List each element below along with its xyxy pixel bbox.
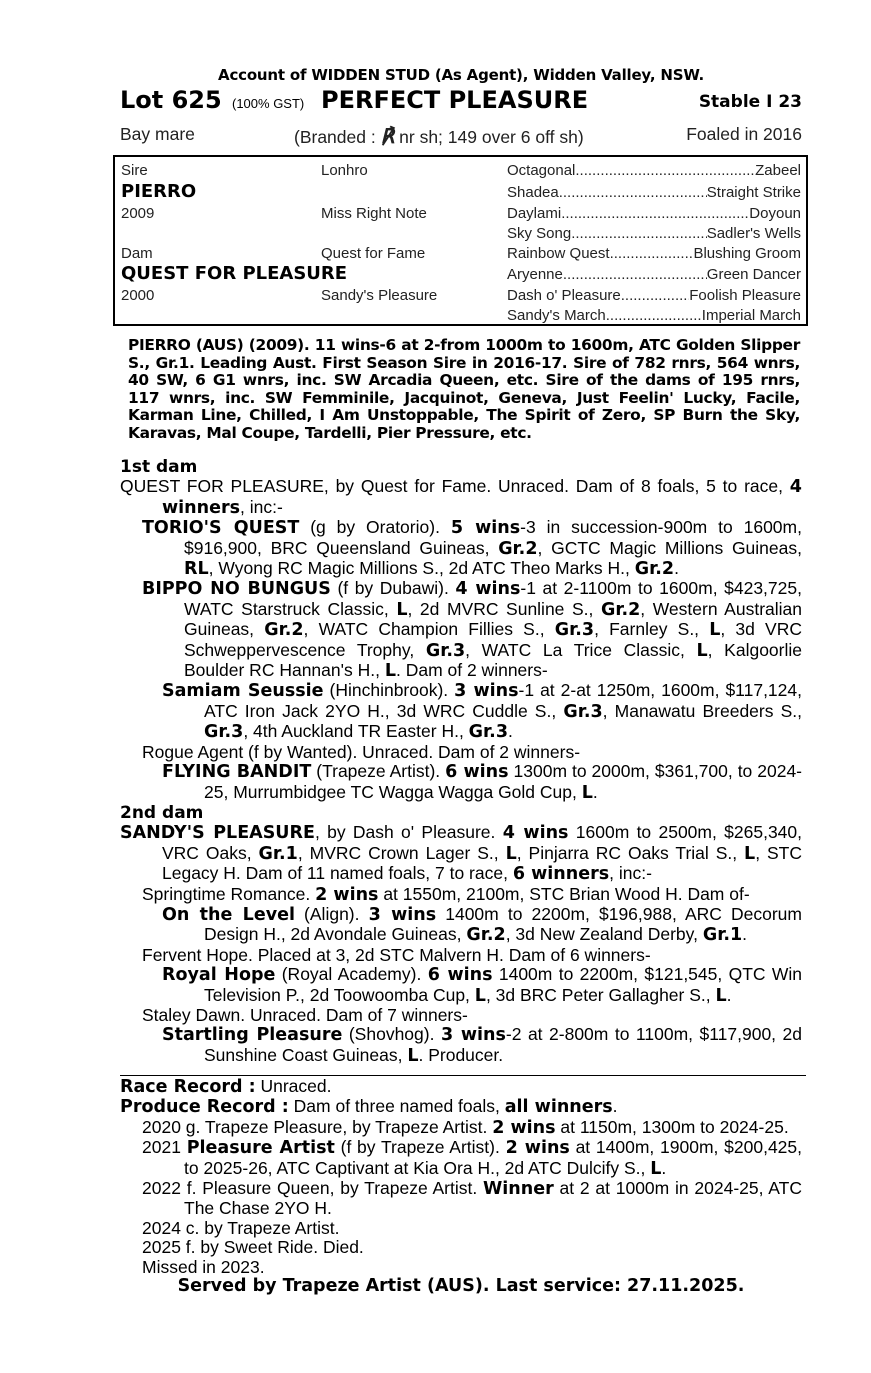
gst-note: (100% GST) [232,96,305,111]
stable-number: Stable I 23 [698,92,802,112]
first-dam-heading: 1st dam [120,457,198,477]
grandparent-row: Shadea ..... Straight Strike [507,184,801,201]
sex-colour: Bay mare [120,124,195,144]
records-section [120,1077,802,1296]
progeny-rogue-agent: Rogue Agent (f by Wanted). Unraced. Dam of 2 winners- [142,741,581,762]
grandparent-row: Daylami ..... Doyoun [507,205,801,222]
missed-year: Missed in 2023. [142,1256,265,1277]
dam-sire: Quest for Fame [321,245,426,262]
horse-details [120,124,802,146]
progeny-torios-quest: TORIO'S QUEST (g by Oratorio). 5 wins-3 in succession-900m to 1600m, $916,900, BRC Queensland Guineas, Gr.2, GCTC Magic Millions Guineas, RL, Wyong RC Magic Millions S., 2d ATC Theo Marks H., Gr.2. [142,517,802,580]
grandparent-row: Rainbow Quest ..... Blushing Groom [507,245,801,262]
grandparent-row: Dash o' Pleasure ..... Foolish Pleasure [507,287,801,304]
sire-label: Sire [121,162,148,179]
grandparent-row: Octagonal ..... Zabeel [507,162,801,179]
second-dam-section [120,804,802,1066]
progeny-samiam-seussie: Samiam Seussie (Hinchinbrook). 3 wins-1 at 2-at 1250m, 1600m, $117,124, ATC Iron Jack 2YO H., 3d WRC Cuddle S., Gr.3, Manawatu Breeders S., Gr.3, 4th Auckland TR Easter H., Gr.3. [162,680,802,743]
sire-year: 2009 [121,205,155,222]
first-dam-intro: QUEST FOR PLEASURE, by Quest for Fame. Unraced. Dam of 8 foals, 5 to race, 4 winners, inc:- [120,476,802,518]
service-note: Served by Trapeze Artist (AUS). Last service: 27.11.2025. [177,1276,745,1297]
dam-label: Dam [121,245,153,262]
brand-mark-icon: ℟ [380,126,395,148]
foaled-year: Foaled in 2016 [686,124,802,144]
foal-2022: 2022 f. Pleasure Queen, by Trapeze Artist. Winner at 2 at 1000m in 2024-25, ATC The Chase 2YO H. [142,1178,802,1219]
progeny-staley-dawn: Staley Dawn. Unraced. Dam of 7 winners- [142,1005,468,1026]
progeny-fervent-hope: Fervent Hope. Placed at 3, 2d STC Malvern H. Dam of 6 winners- [142,944,651,965]
section-divider [120,1075,806,1076]
foal-2021: 2021 Pleasure Artist (f by Trapeze Artist). 2 wins at 1400m, 1900m, $200,425, to 2025-26, ATC Captivant at Kia Ora H., 2d ATC Dulcify S., L. [142,1137,803,1179]
progeny-on-the-level: On the Level (Align). 3 wins 1400m to 2200m, $196,988, ARC Decorum Design H., 2d Avondale Guineas, Gr.2, 3d New Zealand Derby, Gr.1. [162,904,802,946]
brand-info: (Branded : ℟ nr sh; 149 over 6 off sh) [294,126,584,148]
second-dam-intro: SANDY'S PLEASURE, by Dash o' Pleasure. 4 wins 1600m to 2500m, $265,340, VRC Oaks, Gr.1, MVRC Crown Lager S., L, Pinjarra RC Oaks Trial S., L, STC Legacy H. Dam of 11 named foals, 7 to race, 6 winners, inc:- [120,822,803,885]
grandparent-row: Sky Song ..... Sadler's Wells [507,225,801,242]
progeny-startling-pleasure: Startling Pleasure (Shovhog). 3 wins-2 at 2-800m to 1100m, $117,900, 2d Sunshine Coast Guineas, L. Producer. [162,1024,802,1066]
progeny-flying-bandit: FLYING BANDIT (Trapeze Artist). 6 wins 1300m to 2000m, $361,700, to 2024-25, Murrumbidgee TC Wagga Wagga Gold Cup, L. [162,761,803,803]
horse-name: PERFECT PLEASURE [321,86,589,114]
progeny-royal-hope: Royal Hope (Royal Academy). 6 wins 1400m to 2200m, $121,545, QTC Win Television P., 2d Toowoomba Cup, L, 3d BRC Peter Gallagher S., L. [162,964,803,1006]
foal-2024: 2024 c. by Trapeze Artist. [142,1217,340,1238]
dam-year: 2000 [121,287,155,304]
vendor-account: Account of WIDDEN STUD (As Agent), Widden Valley, NSW. [218,66,704,84]
dam-name: QUEST FOR PLEASURE [121,263,348,284]
sire-name: PIERRO [121,181,197,202]
grandparent-row: Aryenne ..... Green Dancer [507,266,801,283]
first-dam-section [120,458,802,803]
dam-dam: Sandy's Pleasure [321,287,438,304]
lot-number: Lot 625 [120,86,222,114]
sire-sire: Lonhro [321,162,368,179]
grandparent-row: Sandy's March ..... Imperial March [507,307,801,324]
race-record: Race Record : Unraced. [120,1076,332,1097]
sire-dam: Miss Right Note [321,205,427,222]
progeny-bippo-no-bungus: BIPPO NO BUNGUS (f by Dubawi). 4 wins-1 at 2-1100m to 1600m, $423,725, WATC Starstruck Classic, L, 2d MVRC Sunline S., Gr.2, Western Australian Guineas, Gr.2, WATC Champion Fillies S., Gr.3, Farnley S., L, 3d VRC Schweppervescence Trophy, Gr.3, WATC La Trice Classic, L, Kalgoorlie Boulder RC Hannan's H., L. Dam of 2 winners- [142,578,802,682]
sire-notes: PIERRO (AUS) (2009). 11 wins-6 at 2-from 1000m to 1600m, ATC Golden Slipper S., Gr.1. Leading Aust. First Season Sire in 2016-17. Sire of 782 rnrs, 564 wnrs, 40 SW, 6 G1 wnrs, inc. SW Arcadia Queen, etc. Sire of the dams of 195 rnrs, 117 wnrs, inc. SW Femminile, Jacquinot, Geneva, Just Feelin' Lucky, Facile, Karman Line, Chilled, I Am Unstoppable, The Spirit of Zero, SP Burn the Sky, Karavas, Mal Coupe, Tardelli, Pier Pressure, etc. [128,336,800,442]
produce-record: Produce Record : Dam of three named foals, all winners. [120,1096,618,1118]
second-dam-heading: 2nd dam [120,803,204,823]
lot-line [120,86,802,116]
pedigree-table [113,155,808,326]
progeny-springtime-romance: Springtime Romance. 2 wins at 1550m, 2100m, STC Brian Wood H. Dam of- [142,883,750,905]
foal-2020: 2020 g. Trapeze Pleasure, by Trapeze Artist. 2 wins at 1150m, 1300m to 2024-25. [142,1116,789,1138]
foal-2025: 2025 f. by Sweet Ride. Died. [142,1237,364,1258]
